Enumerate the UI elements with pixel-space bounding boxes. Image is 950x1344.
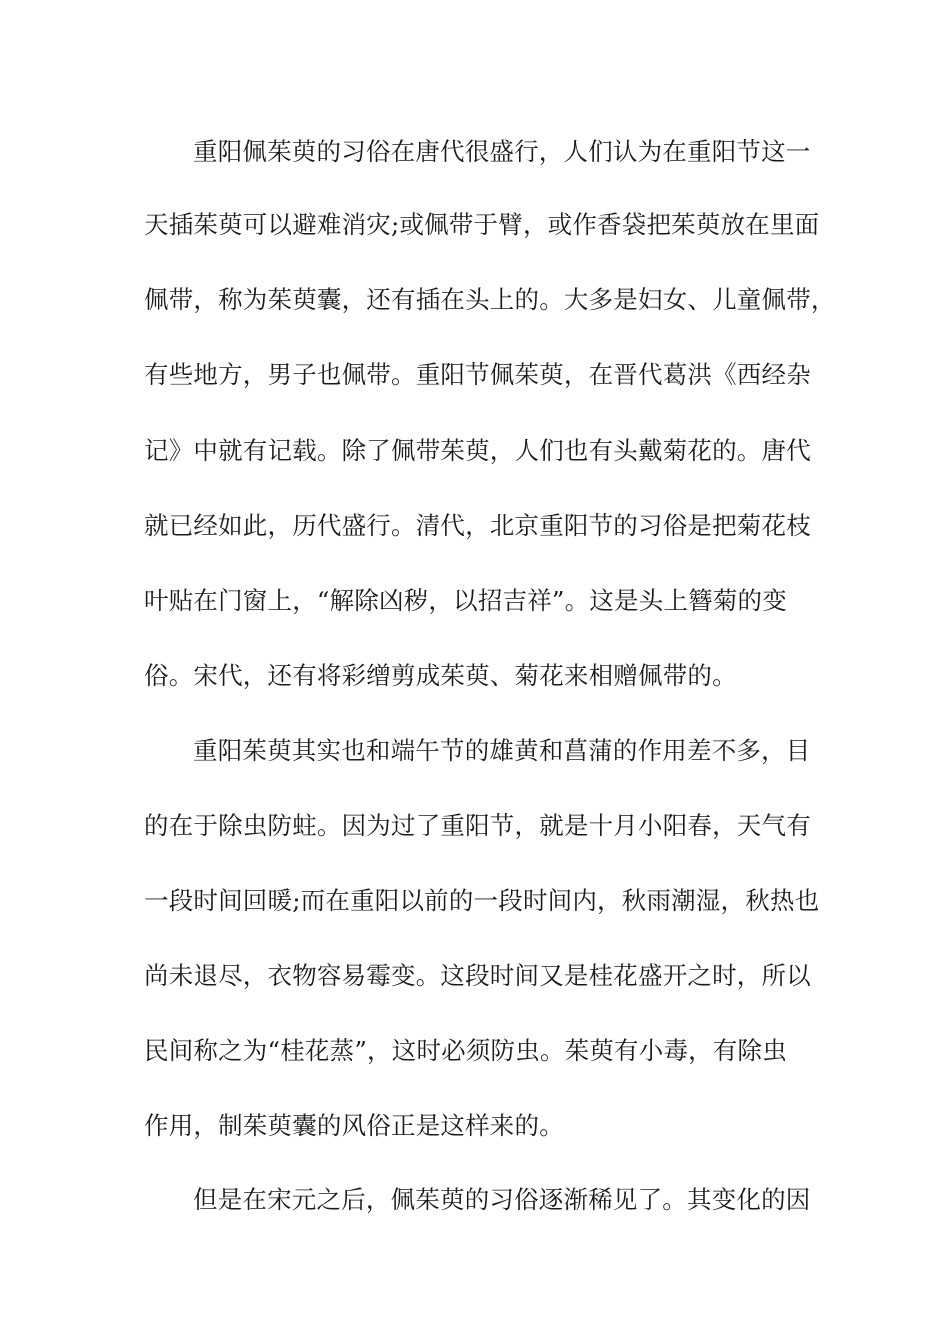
text-line: 重阳佩茱萸的习俗在唐代很盛行，人们认为在重阳节这一 bbox=[193, 137, 811, 166]
text-line: 一段时间回暖;而在重阳以前的一段时间内，秋雨潮湿，秋热也 bbox=[144, 886, 820, 915]
text-line: 作用，制茱萸囊的风俗正是这样来的。 bbox=[144, 1111, 564, 1140]
text-line: 记》中就有记载。除了佩带茱萸，人们也有头戴菊花的。唐代 bbox=[144, 436, 811, 465]
text-line: 有些地方，男子也佩带。重阳节佩茱萸，在晋代葛洪《西经杂 bbox=[144, 360, 811, 389]
text-line: 尚未退尽，衣物容易霉变。这段时间又是桂花盛开之时，所以 bbox=[144, 961, 811, 990]
text-line: 重阳茱萸其实也和端午节的雄黄和菖蒲的作用差不多，目 bbox=[193, 736, 811, 765]
text-line: 天插茱萸可以避难消灾;或佩带于臂，或作香袋把茱萸放在里面 bbox=[144, 210, 820, 239]
text-line: 的在于除虫防蛀。因为过了重阳节，就是十月小阳春，天气有 bbox=[144, 811, 811, 840]
text-line: 但是在宋元之后，佩茱萸的习俗逐渐稀见了。其变化的因 bbox=[193, 1185, 811, 1214]
text-line: 就已经如此，历代盛行。清代，北京重阳节的习俗是把菊花枝 bbox=[144, 511, 811, 540]
text-line: 民间称之为“桂花蒸”，这时必须防虫。茱萸有小毒，有除虫 bbox=[144, 1036, 787, 1065]
text-line: 佩带，称为茱萸囊，还有插在头上的。大多是妇女、儿童佩带， bbox=[144, 285, 836, 314]
text-line: 俗。宋代，还有将彩缯剪成茱萸、菊花来相赠佩带的。 bbox=[144, 661, 737, 690]
text-line: 叶贴在门窗上，“解除凶秽，以招吉祥”。这是头上簪菊的变 bbox=[144, 586, 787, 615]
